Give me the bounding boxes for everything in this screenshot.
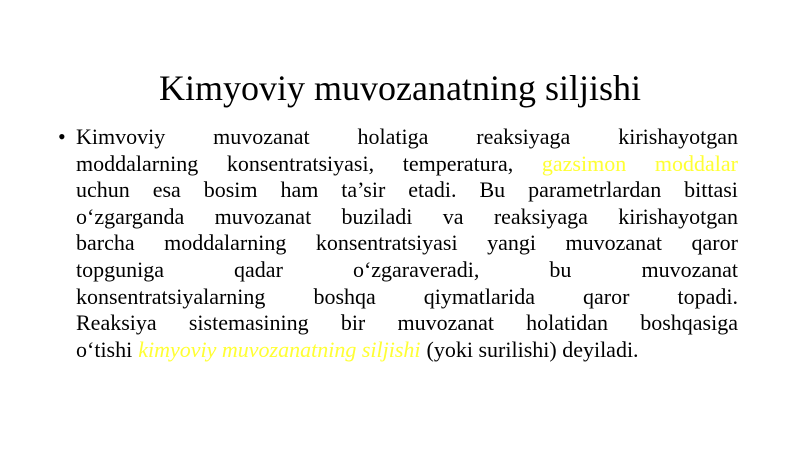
word: Bu: [479, 177, 506, 203]
word: uchun: [76, 177, 130, 203]
word: qaror: [691, 230, 738, 256]
word: topadi.: [677, 283, 738, 309]
word: qadar: [234, 256, 283, 282]
word: temperatura,: [402, 150, 514, 176]
word: o‘tishi: [76, 336, 133, 362]
word: moddalarning: [76, 150, 199, 176]
paragraph: [76, 124, 738, 363]
paragraph-line: [76, 204, 738, 231]
paragraph-line: [76, 177, 738, 204]
word: boshqa: [313, 283, 376, 309]
word: Kimvoviy: [76, 124, 166, 149]
word: bosim: [203, 177, 258, 203]
word: holatidan: [526, 310, 609, 336]
paragraph-line: [76, 284, 738, 311]
paragraph-line: [76, 310, 738, 337]
word: ham: [280, 177, 319, 203]
word: reaksiyaga: [476, 124, 571, 149]
word: muvozanat: [397, 310, 494, 336]
word: parametrlardan: [528, 177, 662, 203]
word: topguniga: [76, 256, 164, 282]
word: o‘zgarganda: [76, 203, 185, 229]
word: kirishayotgan: [618, 203, 738, 229]
word: va: [442, 203, 464, 229]
word: reaksiyaga: [493, 203, 588, 229]
paragraph-line: [76, 337, 738, 364]
word: konsentratsiyalarning: [76, 283, 266, 309]
word: holatiga: [357, 124, 429, 149]
word: bittasi: [684, 177, 738, 203]
highlighted-term: kimyoviy muvozanatning siljishi: [138, 336, 421, 362]
word: yangi: [487, 230, 536, 256]
slide-title: Kimyoviy muvozanatning siljishi: [159, 68, 641, 108]
word: sistemasining: [188, 310, 309, 336]
word: konsentratsiyasi,: [226, 150, 375, 176]
word: esa: [152, 177, 181, 203]
word: (yoki surilishi) deyiladi.: [426, 336, 639, 362]
word: boshqasiga: [640, 310, 738, 336]
paragraph-line: [76, 124, 738, 151]
word: bir: [340, 310, 366, 336]
word: o‘zgaraveradi,: [352, 256, 480, 282]
word: muvozanat: [213, 124, 310, 149]
word: qiymatlarida: [423, 283, 535, 309]
word: qaror: [583, 283, 630, 309]
word: buziladi: [341, 203, 413, 229]
word: Reaksiya: [76, 310, 157, 336]
paragraph-line: [76, 151, 738, 178]
highlighted-word: moddalar: [654, 150, 738, 176]
bullet-icon: •: [58, 124, 66, 149]
highlighted-word: gazsimon: [541, 150, 627, 176]
word: kirishayotgan: [618, 124, 738, 149]
word: muvozanat: [641, 256, 738, 282]
word: barcha: [76, 230, 135, 256]
paragraph-line: [76, 257, 738, 284]
word: muvozanat: [565, 230, 663, 256]
paragraph-line: [76, 230, 738, 257]
word: muvozanat: [214, 203, 312, 229]
word: etadi.: [408, 177, 457, 203]
word: konsentratsiyasi: [315, 230, 458, 256]
word: ta’sir: [341, 177, 386, 203]
word: bu: [549, 256, 572, 282]
word: moddalarning: [164, 230, 287, 256]
